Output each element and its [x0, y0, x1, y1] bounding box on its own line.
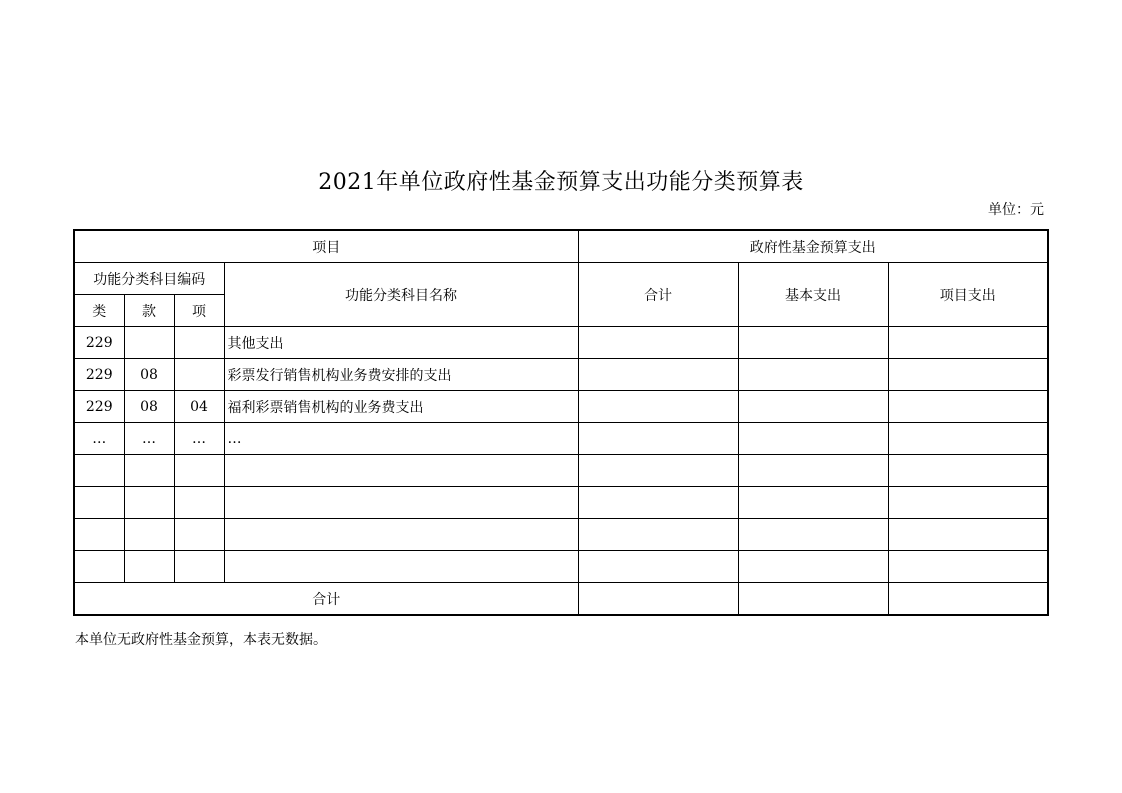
cell-project — [888, 519, 1048, 551]
cell-total — [578, 455, 738, 487]
total-basic — [738, 583, 888, 616]
header-row-1 — [74, 230, 1048, 263]
cell-lei — [74, 519, 124, 551]
cell-lei: 229 — [74, 327, 124, 359]
cell-name — [224, 551, 578, 583]
header-expenditure: 政府性基金预算支出 — [578, 230, 1048, 263]
cell-project — [888, 327, 1048, 359]
cell-kuan — [124, 487, 174, 519]
header-kuan: 款 — [124, 295, 174, 327]
cell-project — [888, 487, 1048, 519]
cell-name: 福利彩票销售机构的业务费支出 — [224, 391, 578, 423]
cell-lei — [74, 551, 124, 583]
cell-lei: … — [74, 423, 124, 455]
cell-project — [888, 391, 1048, 423]
cell-basic — [738, 423, 888, 455]
cell-total — [578, 327, 738, 359]
cell-total — [578, 423, 738, 455]
cell-total — [578, 487, 738, 519]
page-title: 2021年单位政府性基金预算支出功能分类预算表 — [318, 170, 804, 195]
header-item: 项目 — [74, 230, 578, 263]
cell-kuan: 08 — [124, 359, 174, 391]
cell-basic — [738, 455, 888, 487]
cell-kuan — [124, 551, 174, 583]
cell-lei: 229 — [74, 391, 124, 423]
header-total: 合计 — [578, 263, 738, 327]
cell-lei — [74, 487, 124, 519]
cell-xiang: 04 — [174, 391, 224, 423]
cell-xiang — [174, 519, 224, 551]
budget-table — [73, 229, 1049, 616]
table-row — [74, 327, 1048, 359]
table-row — [74, 359, 1048, 391]
cell-total — [578, 551, 738, 583]
cell-xiang — [174, 455, 224, 487]
cell-xiang: … — [174, 423, 224, 455]
header-code-group: 功能分类科目编码 — [74, 263, 224, 295]
cell-project — [888, 455, 1048, 487]
table-row — [74, 391, 1048, 423]
table-row — [74, 487, 1048, 519]
cell-project — [888, 423, 1048, 455]
cell-total — [578, 359, 738, 391]
cell-xiang — [174, 359, 224, 391]
header-row-2 — [74, 263, 1048, 295]
unit-label: 单位：元 — [988, 202, 1044, 218]
header-basic: 基本支出 — [738, 263, 888, 327]
total-label: 合计 — [74, 583, 578, 616]
cell-basic — [738, 519, 888, 551]
cell-kuan: … — [124, 423, 174, 455]
cell-xiang — [174, 327, 224, 359]
table-row — [74, 455, 1048, 487]
cell-name — [224, 455, 578, 487]
footnote: 本单位无政府性基金预算，本表无数据。 — [75, 632, 327, 648]
cell-project — [888, 551, 1048, 583]
cell-total — [578, 519, 738, 551]
cell-kuan — [124, 455, 174, 487]
cell-name — [224, 487, 578, 519]
cell-xiang — [174, 487, 224, 519]
cell-name — [224, 519, 578, 551]
cell-name: 彩票发行销售机构业务费安排的支出 — [224, 359, 578, 391]
cell-basic — [738, 391, 888, 423]
total-row — [74, 583, 1048, 616]
header-project: 项目支出 — [888, 263, 1048, 327]
cell-kuan — [124, 519, 174, 551]
cell-lei — [74, 455, 124, 487]
cell-name: … — [224, 423, 578, 455]
cell-total — [578, 391, 738, 423]
total-total — [578, 583, 738, 616]
cell-project — [888, 359, 1048, 391]
cell-basic — [738, 487, 888, 519]
header-xiang: 项 — [174, 295, 224, 327]
cell-name: 其他支出 — [224, 327, 578, 359]
cell-kuan — [124, 327, 174, 359]
table-row — [74, 519, 1048, 551]
table-row — [74, 423, 1048, 455]
cell-kuan: 08 — [124, 391, 174, 423]
cell-basic — [738, 327, 888, 359]
header-lei: 类 — [74, 295, 124, 327]
cell-xiang — [174, 551, 224, 583]
cell-basic — [738, 551, 888, 583]
cell-basic — [738, 359, 888, 391]
total-project — [888, 583, 1048, 616]
header-name: 功能分类科目名称 — [224, 263, 578, 327]
cell-lei: 229 — [74, 359, 124, 391]
table-row — [74, 551, 1048, 583]
